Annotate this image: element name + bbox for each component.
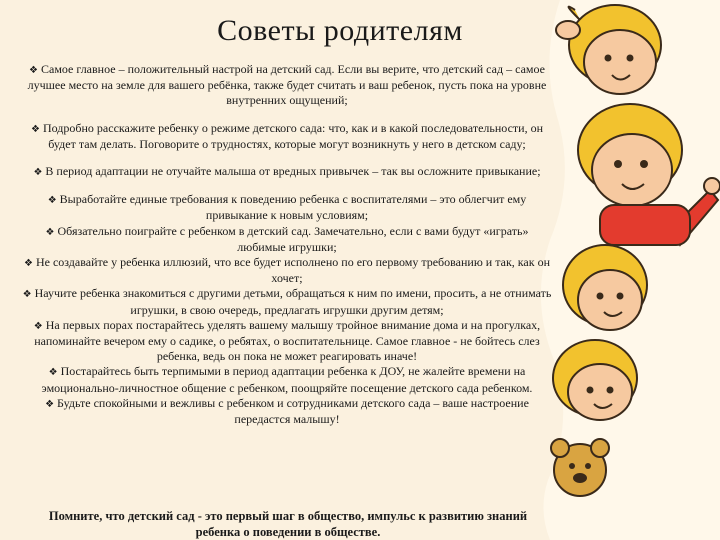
- page-title: Советы родителям: [217, 14, 463, 47]
- bullet-icon: ❖: [48, 367, 58, 379]
- bullet-icon: ❖: [24, 258, 33, 270]
- tip-item: ❖ На первых порах постарайтесь уделять вашему малышу тройное внимание дома и на прогулках, напоминайте вечером ему о садике, о ребятах, о воспитательнице. Самое главное - не бойтесь слез ребенка, ведь он пока не может реагировать иначе!: [33, 317, 541, 364]
- teddy-bear: [551, 439, 609, 496]
- tip-item: ❖ Подробно расскажите ребенку о режиме детского сада: что, как и в какой последовательности, он будет там делать. Поговорите о трудностях, которые могут возникнуть у него в детском саду;: [31, 120, 543, 151]
- tip-item: ❖ Выработайте единые требования к поведению ребенка с воспитателями – это облегчит ему привыкание к новым условиям;: [47, 192, 527, 223]
- tip-item: ❖ Самое главное – положительный настрой на детский сад. Если вы верите, что детский сад – самое лучшее место на земле для вашего ребёнка, также будет считать и ваш ребенок, пусть пока на уровне внутренних ощущений;: [27, 62, 547, 108]
- bullet-icon: ❖: [33, 167, 43, 179]
- tip-item: ❖ В период адаптации не отучайте малыша от вредных привычек – так вы осложните привыкание;: [33, 164, 541, 179]
- bullet-icon: ❖: [45, 226, 55, 238]
- bullet-icon: ❖: [47, 195, 57, 207]
- tip-item: ❖ Будьте спокойными и вежливы с ребенком и сотрудниками детского сада – ваше настроение передастся малышу!: [45, 395, 529, 427]
- bullet-icon: ❖: [33, 320, 43, 332]
- tip-item: ❖ Постарайтесь быть терпимыми в период адаптации ребенка к ДОУ, не жалейте времени на эмоционально-личностное общение с ребенком, поощряйте посещение детского сада ребенком.: [41, 364, 533, 395]
- tip-item: ❖ Научите ребенка знакомиться с другими детьми, обращаться к ним по имени, просить, а не отнимать игрушки, в свою очередь, предлагать игрушки другим детям;: [22, 286, 552, 317]
- tip-item: ❖ Обязательно поиграйте с ребенком в детский сад. Замечательно, если с вами будут «играть» любимые игрушки;: [45, 223, 529, 254]
- bullet-icon: ❖: [22, 289, 32, 301]
- tips-content: [22, 62, 552, 427]
- tip-item: ❖ Не создавайте у ребенка иллюзий, что все будет исполнено по его первому требованию и так, как он хочет;: [24, 255, 550, 286]
- bullet-icon: ❖: [45, 398, 55, 410]
- footer-note: Помните, что детский сад - это первый шаг в общество, импульс к развитию знаний ребенка о поведении в обществе.: [48, 509, 528, 539]
- bullet-icon: ❖: [29, 65, 38, 76]
- bullet-icon: ❖: [31, 123, 40, 135]
